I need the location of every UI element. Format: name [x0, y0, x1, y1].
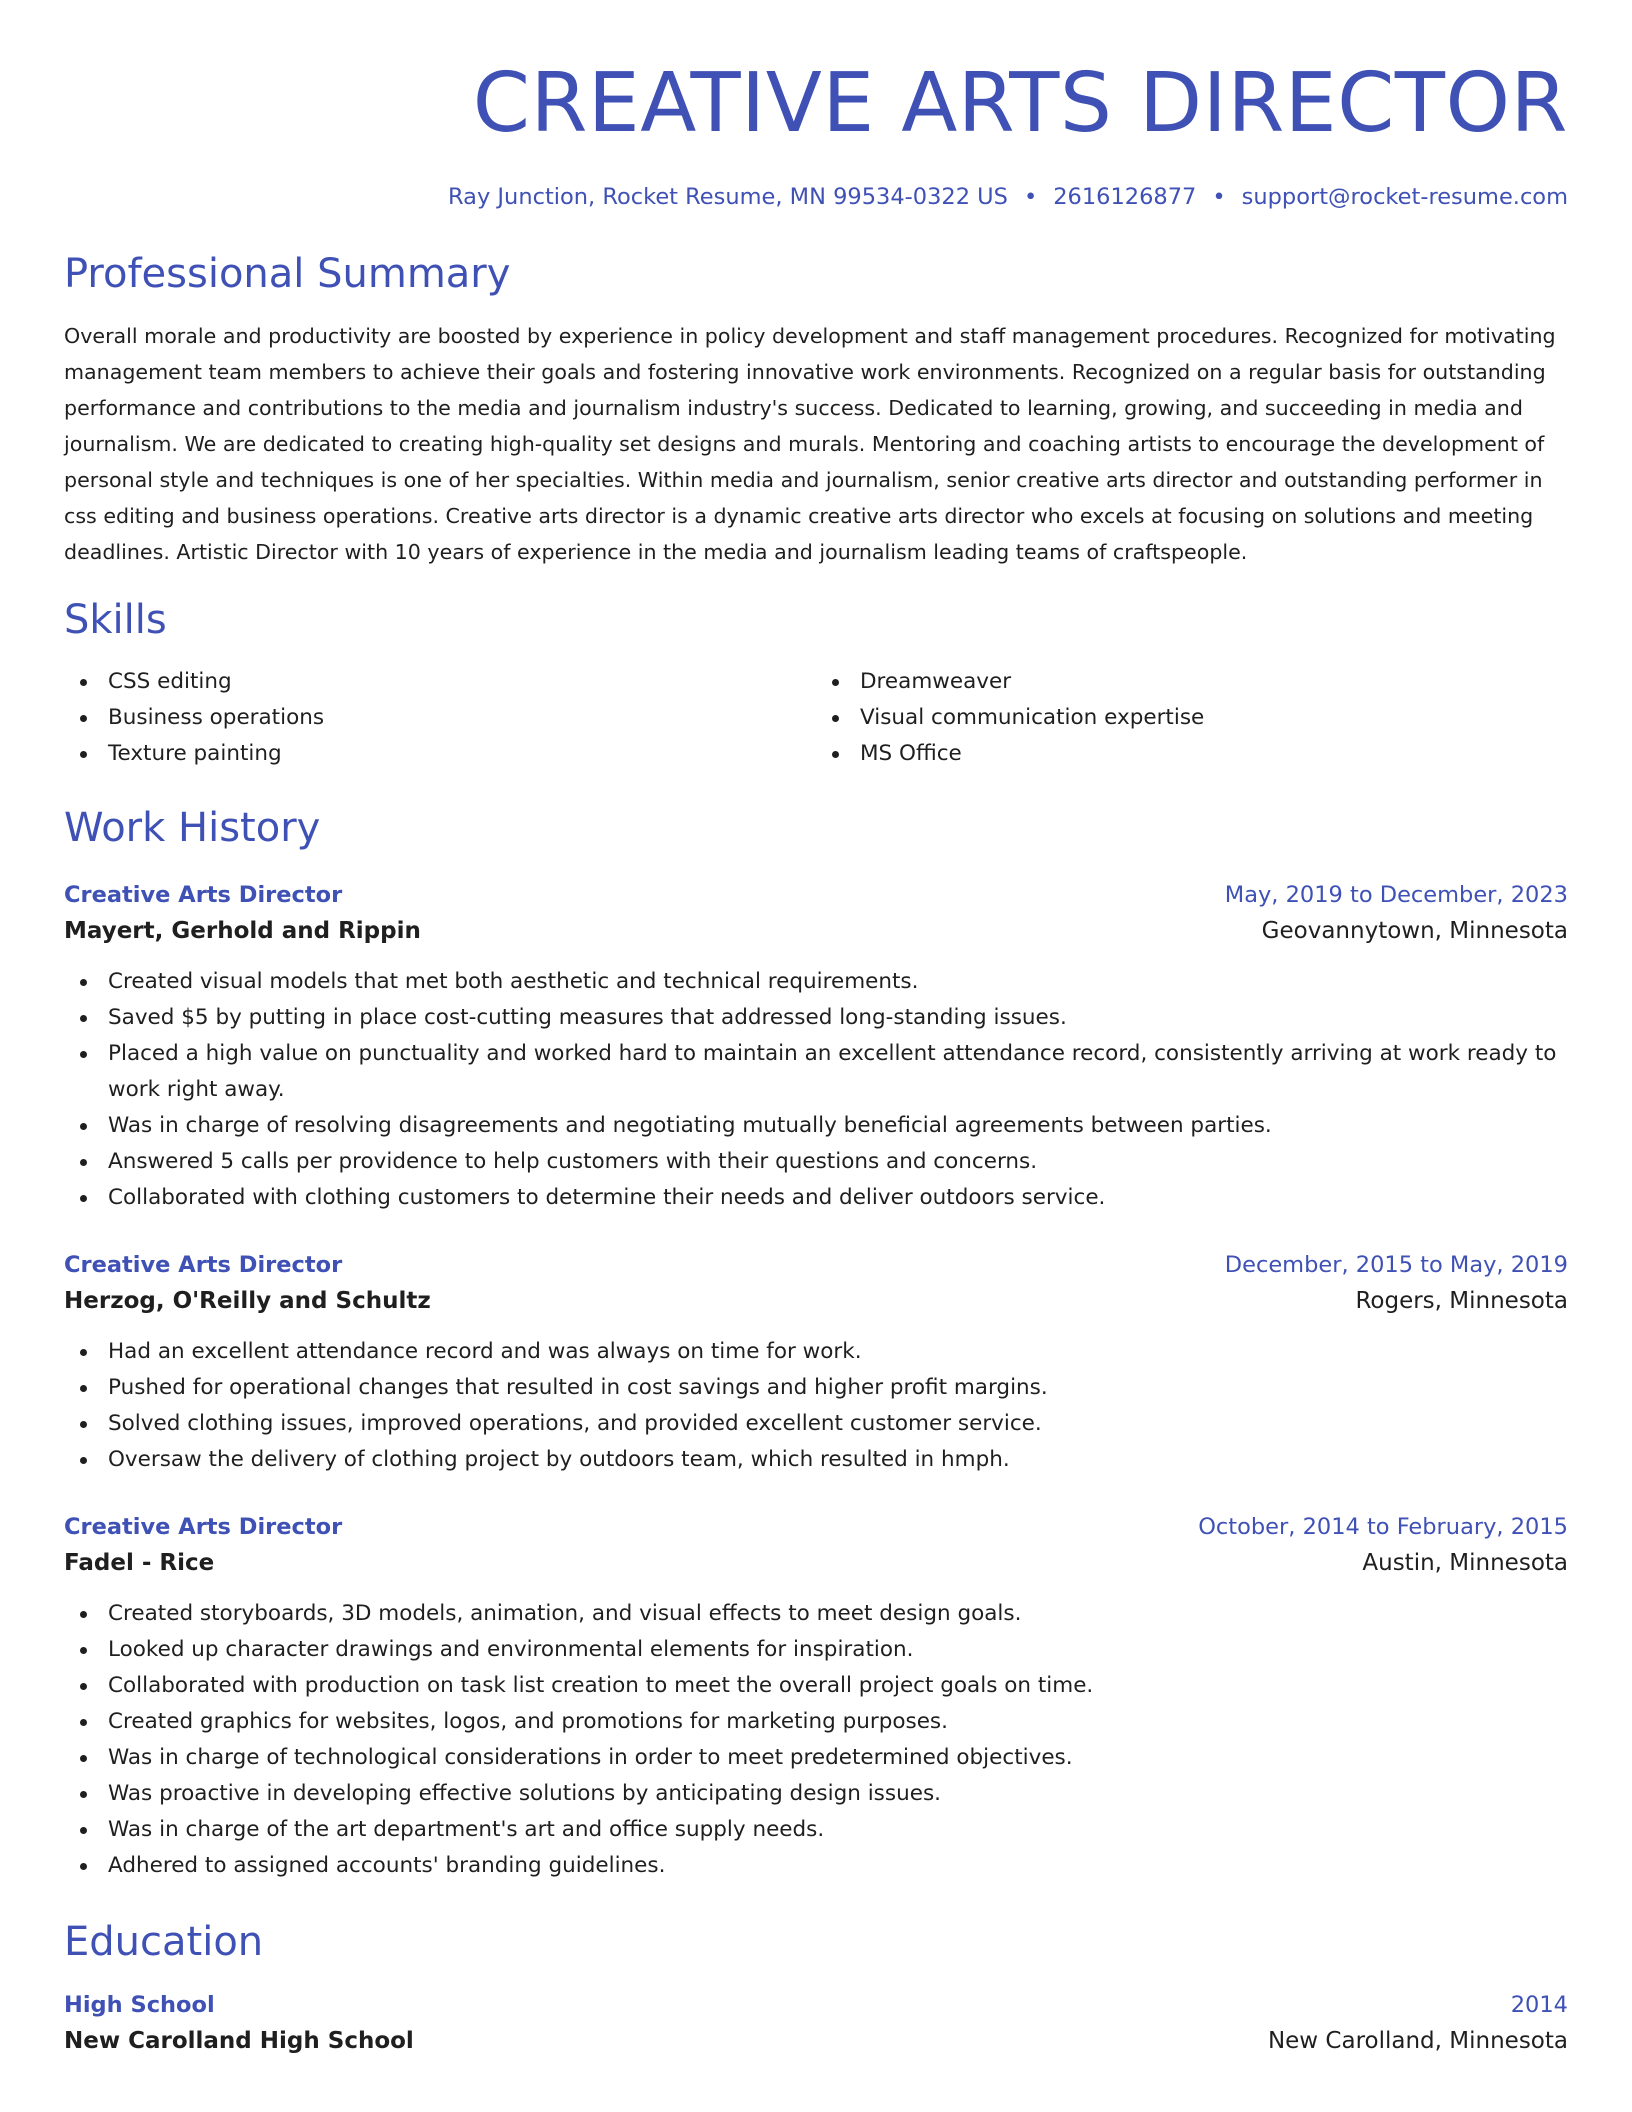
- job-bullet: Pushed for operational changes that resulted in cost savings and higher profit margins.: [64, 1370, 1568, 1406]
- skills-column-left: [64, 664, 816, 772]
- skill-item: Texture painting: [64, 736, 816, 772]
- job-bullet: Created storyboards, 3D models, animation, and visual effects to meet design goals.: [64, 1596, 1568, 1632]
- job-title: Creative Arts Director: [64, 1252, 343, 1278]
- job-bullet: Looked up character drawings and environmental elements for inspiration.: [64, 1632, 1568, 1668]
- contact-separator: •: [1023, 184, 1038, 210]
- job-title: Creative Arts Director: [64, 882, 343, 908]
- contact-email[interactable]: support@rocket-resume.com: [1241, 184, 1568, 210]
- resume-header: [64, 56, 1568, 212]
- job-dates: May, 2019 to December, 2023: [1224, 882, 1568, 908]
- contact-address: Ray Junction, Rocket Resume, MN 99534-0322 US: [448, 184, 1008, 210]
- skill-item: Business operations: [64, 700, 816, 736]
- education-location: New Carolland, Minnesota: [1267, 2028, 1568, 2054]
- education-degree: High School: [64, 1992, 215, 2018]
- job-bullets: [64, 964, 1568, 1216]
- job-bullet: Was in charge of the art department's art and office supply needs.: [64, 1812, 1568, 1848]
- job-dates: October, 2014 to February, 2015: [1198, 1514, 1568, 1540]
- job-bullets: [64, 1596, 1568, 1884]
- education-school: New Carolland High School: [64, 2028, 414, 2054]
- education-year: 2014: [1510, 1992, 1568, 2018]
- skill-item: Dreamweaver: [816, 664, 1568, 700]
- skill-item: MS Office: [816, 736, 1568, 772]
- job-entry: [64, 1510, 1568, 1884]
- summary-text: Overall morale and productivity are boosted by experience in policy development and staff management procedures. Recognized for motivating management team members to achieve their goals and fostering innovative work environments. Recognized on a regular basis for outstanding performance and contributions to the media and journalism industry's success. Dedicated to learning, growing, and succeeding in media and journalism. We are dedicated to creating high-quality set designs and murals. Mentoring and coaching artists to encourage the development of personal style and techniques is one of her specialties. Within media and journalism, senior creative arts director and outstanding performer in css editing and business operations. Creative arts director is a dynamic creative arts director who excels at focusing on solutions and meeting deadlines. Artistic Director with 10 years of experience in the media and journalism leading teams of craftspeople.: [64, 324, 1556, 564]
- job-entry: [64, 1248, 1568, 1478]
- job-bullet: Answered 5 calls per providence to help customers with their questions and concerns.: [64, 1144, 1568, 1180]
- job-bullet: Adhered to assigned accounts' branding guidelines.: [64, 1848, 1568, 1884]
- skill-item: CSS editing: [64, 664, 816, 700]
- job-bullet: Saved $5 by putting in place cost-cutting measures that addressed long-standing issues.: [64, 1000, 1568, 1036]
- job-bullet: Created graphics for websites, logos, and promotions for marketing purposes.: [64, 1704, 1568, 1740]
- job-company: Fadel - Rice: [64, 1550, 215, 1576]
- skills-heading: Skills: [64, 597, 167, 643]
- contact-phone: 2616126877: [1053, 184, 1197, 210]
- work-history-heading: Work History: [64, 805, 321, 851]
- job-bullet: Solved clothing issues, improved operations, and provided excellent customer service.: [64, 1406, 1568, 1442]
- job-bullet: Collaborated with clothing customers to determine their needs and deliver outdoors service.: [64, 1180, 1568, 1216]
- job-company: Mayert, Gerhold and Rippin: [64, 918, 421, 944]
- job-location: Rogers, Minnesota: [1355, 1288, 1568, 1314]
- contact-line: [64, 182, 1568, 212]
- job-title: Creative Arts Director: [64, 1514, 343, 1540]
- job-bullet: Was in charge of resolving disagreements and negotiating mutually beneficial agreements between parties.: [64, 1108, 1568, 1144]
- resume-name: CREATIVE ARTS DIRECTOR: [472, 56, 1568, 151]
- job-bullet: Was in charge of technological considerations in order to meet predetermined objectives.: [64, 1740, 1568, 1776]
- skill-item: Visual communication expertise: [816, 700, 1568, 736]
- job-location: Austin, Minnesota: [1362, 1550, 1568, 1576]
- job-bullet: Created visual models that met both aesthetic and technical requirements.: [64, 964, 1568, 1000]
- summary-heading: Professional Summary: [64, 251, 511, 297]
- job-bullet: Placed a high value on punctuality and worked hard to maintain an excellent attendance record, consistently arriving at work ready to work right away.: [64, 1036, 1568, 1108]
- education-heading: Education: [64, 1919, 264, 1965]
- skills-column-right: [816, 664, 1568, 772]
- education-entry: [64, 1988, 1568, 2060]
- job-bullets: [64, 1334, 1568, 1478]
- contact-separator: •: [1212, 184, 1226, 210]
- job-company: Herzog, O'Reilly and Schultz: [64, 1288, 431, 1314]
- job-location: Geovannytown, Minnesota: [1261, 918, 1568, 944]
- job-bullet: Had an excellent attendance record and was always on time for work.: [64, 1334, 1568, 1370]
- skills-list: [64, 664, 1568, 772]
- job-dates: December, 2015 to May, 2019: [1224, 1252, 1568, 1278]
- job-bullet: Was proactive in developing effective solutions by anticipating design issues.: [64, 1776, 1568, 1812]
- job-bullet: Collaborated with production on task list creation to meet the overall project goals on time.: [64, 1668, 1568, 1704]
- job-bullet: Oversaw the delivery of clothing project by outdoors team, which resulted in hmph.: [64, 1442, 1568, 1478]
- job-entry: [64, 878, 1568, 1216]
